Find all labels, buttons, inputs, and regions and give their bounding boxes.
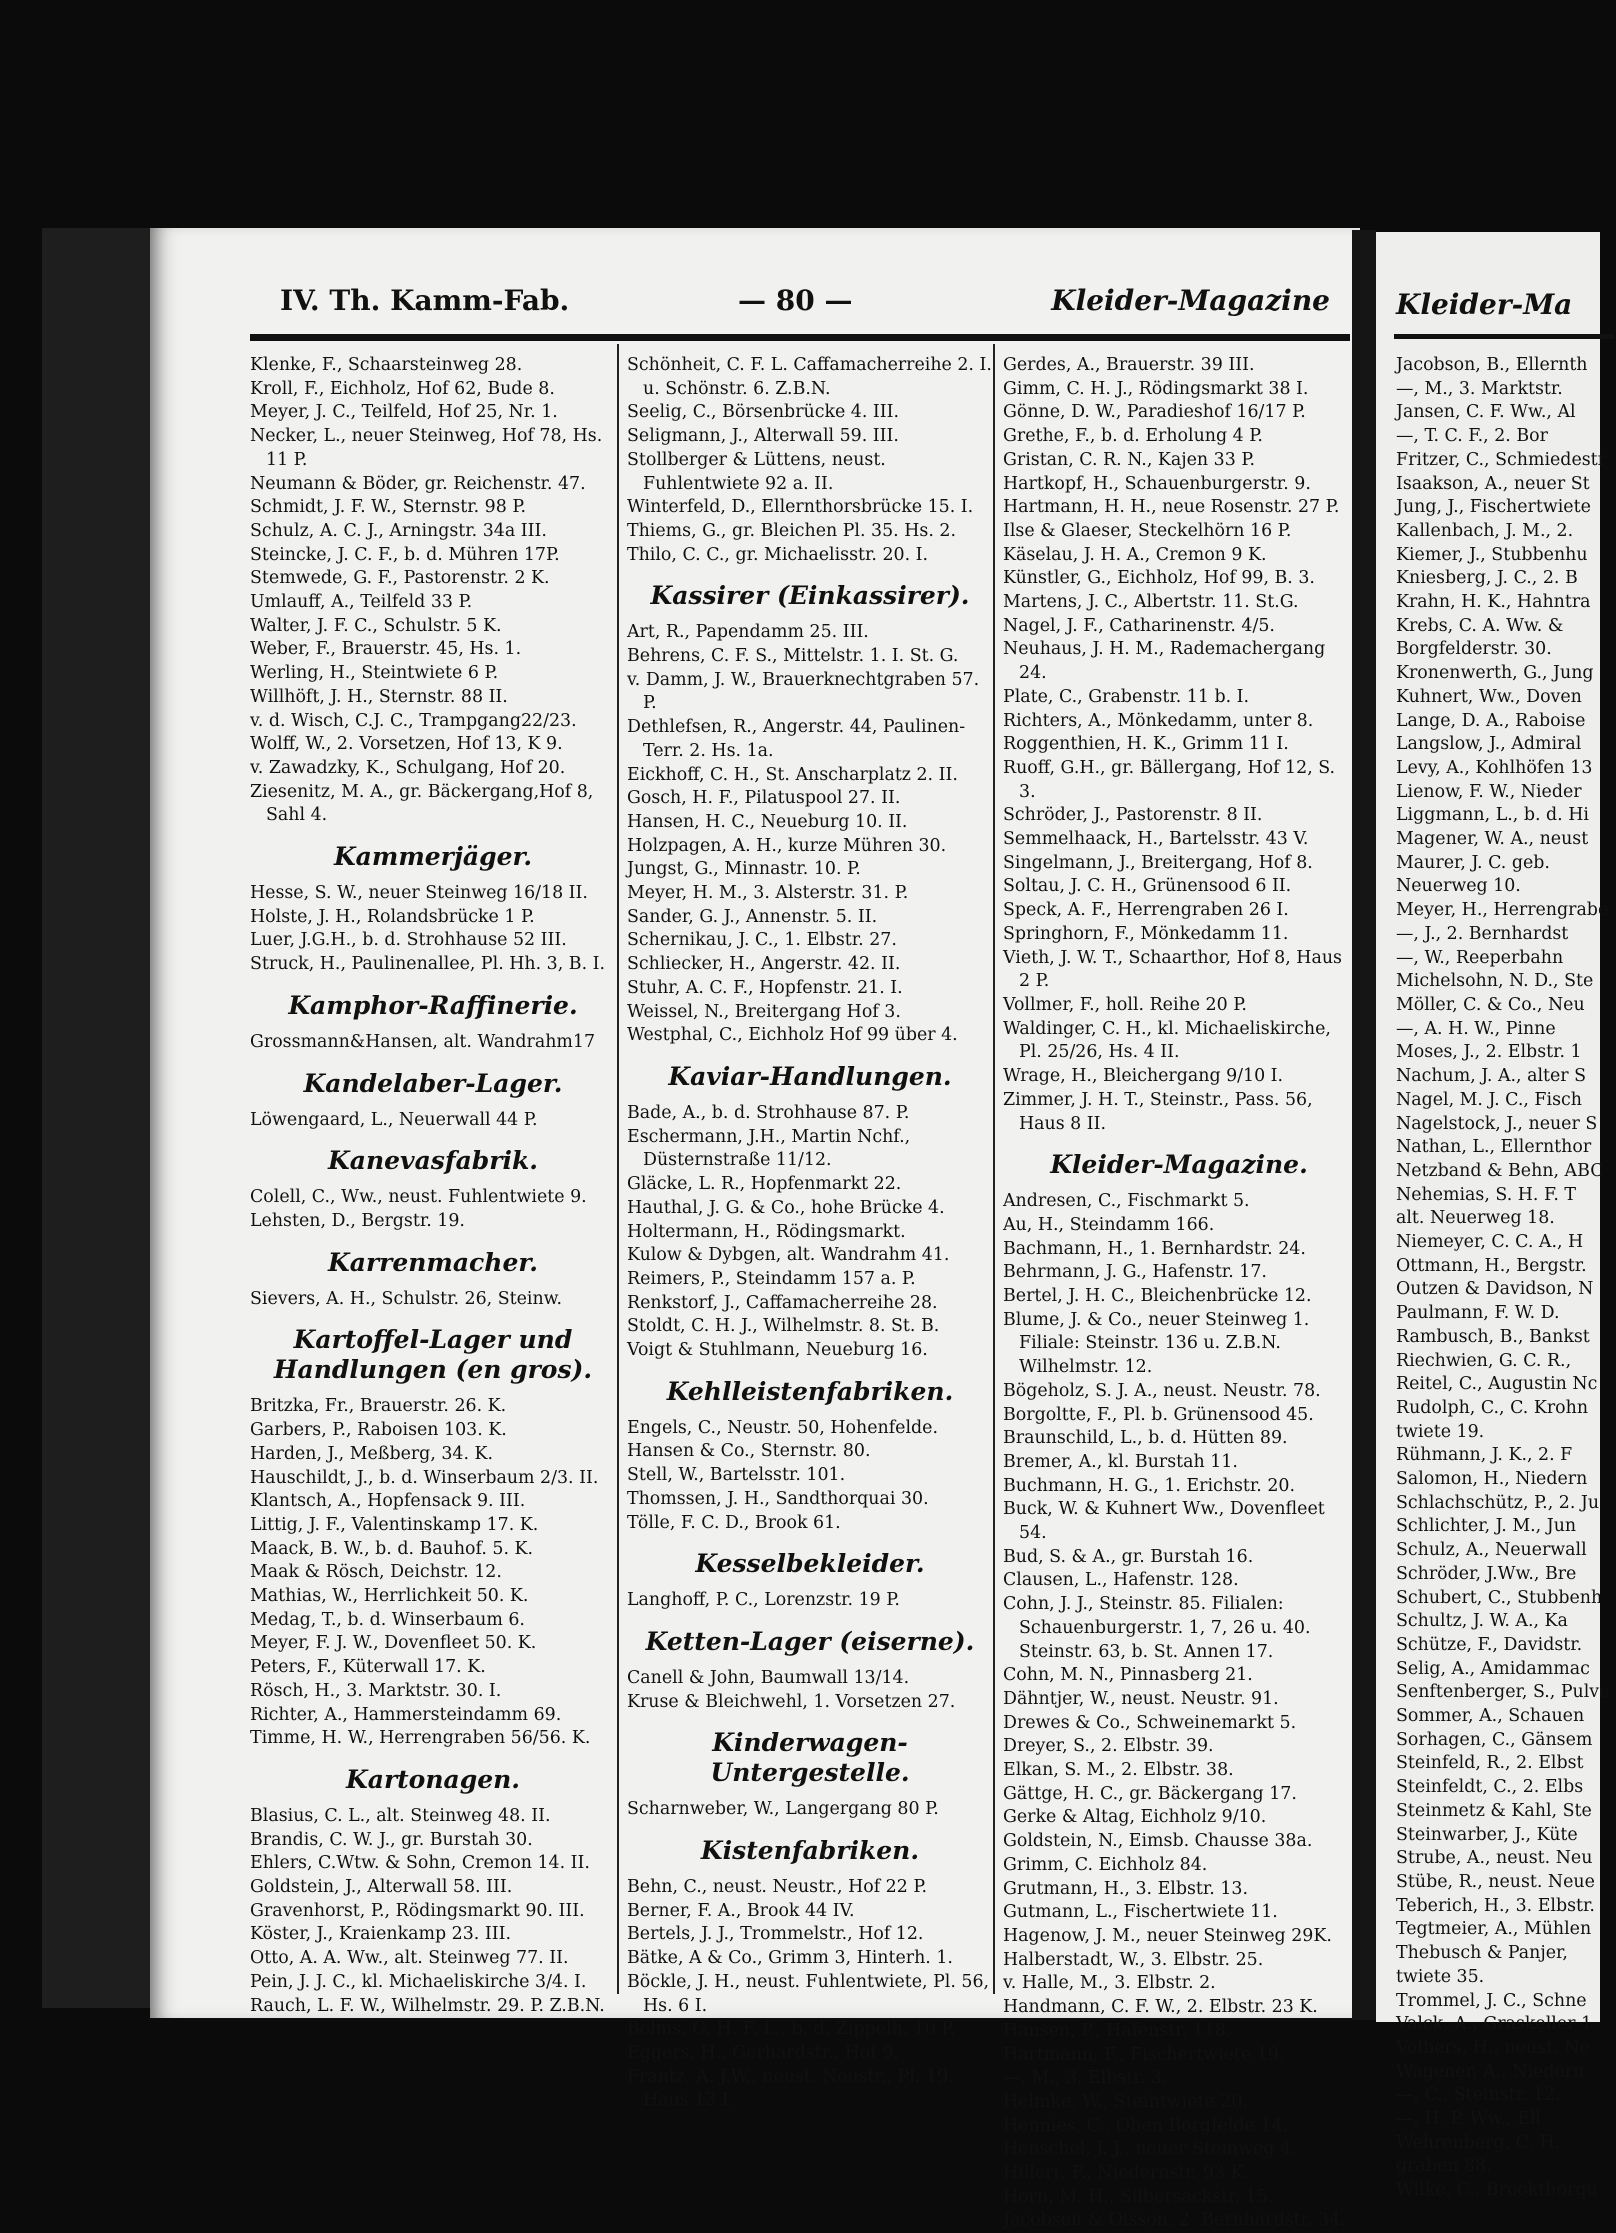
- directory-entry: Gosch, H. F., Pilatuspool 27. II.: [627, 788, 901, 809]
- directory-entry: Selig, A., Amidammac: [1396, 1658, 1590, 1679]
- directory-entry: v. Halle, M., 3. Elbstr. 2.: [1003, 1973, 1216, 1994]
- directory-entry: Sorhagen, C., Gänsem: [1396, 1729, 1593, 1750]
- directory-entry: Gimm, C. H. J., Rödingsmarkt 38 I.: [1003, 378, 1309, 399]
- directory-entry: Wolff, W., 2. Vorsetzen, Hof 13, K 9.: [250, 734, 563, 755]
- directory-entry: Necker, L., neuer Steinweg, Hof 78, Hs. 11 P.: [250, 426, 603, 470]
- directory-entry: Schubert, C., Stubbenh: [1396, 1587, 1603, 1608]
- directory-entry: —, A. H. W., Pinne: [1396, 1018, 1556, 1039]
- directory-entry: Schultz, J. W. A., Ka: [1396, 1611, 1568, 1632]
- directory-entry: Hartmann, H. H., neue Rosenstr. 27 P.: [1003, 497, 1340, 518]
- directory-entry: Jacobsen & Olsson, 2. Bernhardstr. 34.: [1003, 2210, 1346, 2231]
- directory-entry: Drewes & Co., Schweinemarkt 5.: [1003, 1712, 1297, 1733]
- directory-entry: Meyer, J. C., Teilfeld, Hof 25, Nr. 1.: [250, 402, 558, 423]
- header-left: IV. Th. Kamm-Fab.: [280, 284, 570, 317]
- directory-entry: Bade, A., b. d. Strohhause 87. P.: [627, 1102, 910, 1123]
- directory-entry: Ottmann, H., Bergstr.: [1396, 1255, 1587, 1276]
- directory-entry: Gerke & Altag, Eichholz 9/10.: [1003, 1807, 1267, 1828]
- directory-entry: Magener, W. A., neust: [1396, 829, 1589, 850]
- directory-entry: Borgoltte, F., Pl. b. Grünensood 45.: [1003, 1404, 1314, 1425]
- next-page: [1376, 232, 1610, 2201]
- section-heading: Kassirer (Einkassirer).: [650, 581, 970, 611]
- directory-entry: Grutmann, H., 3. Elbstr. 13.: [1003, 1878, 1248, 1899]
- directory-entry: Neuerweg 10.: [1396, 876, 1521, 897]
- page-number: — 80 —: [738, 284, 853, 317]
- directory-entry: twiete 19.: [1396, 1421, 1485, 1442]
- directory-entry: Lienow, F. W., Nieder: [1396, 781, 1582, 802]
- directory-entry: Thebusch & Panjer,: [1396, 1943, 1568, 1964]
- directory-entry: Engels, C., Neustr. 50, Hohenfelde.: [627, 1417, 938, 1438]
- directory-entry: Medag, T., b. d. Winserbaum 6.: [250, 1609, 525, 1630]
- directory-entry: Thomssen, J. H., Sandthorquai 30.: [627, 1488, 929, 1509]
- directory-entry: Kulow & Dybgen, alt. Wandrahm 41.: [627, 1245, 950, 1266]
- directory-entry: Blume, J. & Co., neuer Steinweg 1. Filiale: Steinstr. 136 u. Z.B.N. Wilhelmstr. 12.: [1003, 1309, 1310, 1378]
- directory-entry: Bremer, A., kl. Burstah 11.: [1003, 1451, 1238, 1472]
- directory-entry: Bätke, A & Co., Grimm 3, Hinterh. 1.: [627, 1948, 953, 1969]
- directory-entry: Littig, J. F., Valentinskamp 17. K.: [250, 1514, 539, 1535]
- directory-entry: Dähntjer, W., neust. Neustr. 91.: [1003, 1688, 1279, 1709]
- directory-entry: Netzband & Behn, ABC: [1396, 1160, 1604, 1181]
- directory-entry: Kruse & Bleichwehl, 1. Vorsetzen 27.: [627, 1691, 956, 1712]
- directory-entry: Richter, A., Hammersteindamm 69.: [250, 1704, 562, 1725]
- directory-entry: —, W., Reeperbahn: [1396, 947, 1564, 968]
- directory-entry: Gristan, C. R. N., Kajen 33 P.: [1003, 449, 1256, 470]
- directory-entry: Stollberger & Lüttens, neust. Fuhlentwiete 92 a. II.: [627, 449, 886, 494]
- directory-entry: Ziesenitz, M. A., gr. Bäckergang,Hof 8, Sahl 4.: [250, 781, 594, 826]
- directory-entry: Köster, J., Kraienkamp 23. III.: [250, 1924, 511, 1945]
- directory-entry: Helmke, W., Steintwiete 20.: [1003, 2091, 1248, 2112]
- directory-entry: Wehrenberg, C. H.: [1396, 2132, 1561, 2153]
- directory-entry: Hartmann, F., Fischertwiete 19.: [1003, 2044, 1285, 2065]
- directory-entry: Ehlers, C.Wtw. & Sohn, Cremon 14. II.: [250, 1853, 590, 1874]
- section-heading: Ketten-Lager (eiserne).: [645, 1626, 975, 1656]
- directory-entry: Hansen, H. C., Neueburg 10. II.: [627, 811, 908, 832]
- directory-entry: Steincke, J. C. F., b. d. Mühren 17P.: [250, 544, 560, 565]
- directory-entry: v. Damm, J. W., Brauerknechtgraben 57. P.: [627, 669, 980, 714]
- directory-entry: Liggmann, L., b. d. Hi: [1396, 805, 1589, 826]
- directory-entry: Michelsohn, N. D., Ste: [1396, 971, 1594, 992]
- directory-entry: Ruoff, G.H., gr. Bällergang, Hof 12, S. 3.: [1003, 757, 1336, 802]
- directory-entry: Volbers, H., neust. Ne: [1396, 2037, 1590, 2058]
- directory-entry: Grimm, C. Eichholz 84.: [1003, 1854, 1208, 1875]
- directory-entry: Bolms, G. H. F. L., b. d. Zippelh. 10 P.: [627, 2019, 956, 2040]
- directory-entry: Elkan, S. M., 2. Elbstr. 38.: [1003, 1760, 1234, 1781]
- directory-entry: Kiemer, J., Stubbenhu: [1396, 544, 1588, 565]
- directory-entry: Paulmann, F. W. D.: [1396, 1303, 1560, 1324]
- directory-entry: Semmelhaack, H., Bartelsstr. 43 V.: [1003, 829, 1309, 850]
- directory-entry: Gerdes, A., Brauerstr. 39 III.: [1003, 355, 1255, 375]
- directory-entry: Salomon, H., Niedern: [1396, 1469, 1588, 1490]
- directory-entry: Kuhnert, Ww., Doven: [1396, 686, 1582, 707]
- directory-entry: Vollmer, F., holl. Reihe 20 P.: [1003, 994, 1247, 1015]
- directory-entry: Waldinger, C. H., kl. Michaeliskirche, Pl. 25/26, Hs. 4 II.: [1003, 1018, 1331, 1063]
- directory-entry: Hagenow, J. M., neuer Steinweg 29K.: [1003, 1926, 1332, 1946]
- directory-entry: Nathan, L., Ellernthor: [1396, 1137, 1592, 1158]
- section-heading: Kaviar-Handlungen.: [668, 1061, 952, 1091]
- directory-entry: Roggenthien, H. K., Grimm 11 I.: [1003, 734, 1289, 755]
- directory-entry: Colell, C., Ww., neust. Fuhlentwiete 9.: [250, 1187, 587, 1208]
- directory-entry: —, T. C. F., 2. Bor: [1396, 426, 1548, 447]
- column-separator: [617, 344, 619, 1994]
- directory-entry: —, H. P. Ww., Ell: [1396, 2109, 1541, 2130]
- directory-entry: Holtermann, H., Rödingsmarkt.: [627, 1221, 906, 1242]
- directory-entry: Struck, H., Paulinenallee, Pl. Hh. 3, B. I.: [250, 954, 606, 975]
- directory-entry: Werling, H., Steintwiete 6 P.: [250, 663, 499, 684]
- directory-entry: Thilo, C. C., gr. Michaelisstr. 20. I.: [627, 544, 929, 565]
- section-heading: Kehlleistenfabriken.: [666, 1376, 954, 1406]
- directory-entry: Cohn, M. N., Pinnasberg 21.: [1003, 1665, 1253, 1686]
- section-heading: Kartonagen.: [346, 1764, 520, 1794]
- directory-entry: Nagelstock, J., neuer S: [1396, 1113, 1598, 1134]
- directory-entry: Schernikau, J. C., 1. Elbstr. 27.: [627, 930, 897, 951]
- directory-entry: Rauch, L. F. W., Wilhelmstr. 29. P. Z.B.N.: [250, 1995, 605, 2016]
- directory-entry: Britzka, Fr., Brauerstr. 26. K.: [250, 1396, 507, 1417]
- directory-entry: Borgfelderstr. 30.: [1396, 639, 1552, 660]
- directory-entry: Schröder, J., Pastorenstr. 8 II.: [1003, 805, 1263, 826]
- directory-entry: Hillert, F., Niedernstr. 93 K.: [1003, 2163, 1249, 2184]
- directory-entry: Springhorn, F., Mönkedamm 11.: [1003, 923, 1289, 944]
- directory-entry: Bud, S. & A., gr. Burstah 16.: [1003, 1546, 1254, 1567]
- directory-entry: Grethe, F., b. d. Erholung 4 P.: [1003, 426, 1263, 447]
- directory-entry: Schmidt, J. F. W., Sternstr. 98 P.: [250, 497, 527, 518]
- directory-entry: Behn, C., neust. Neustr., Hof 22 P.: [627, 1877, 928, 1898]
- directory-entry: v. d. Wisch, C.J. C., Trampgang22/23.: [250, 710, 577, 731]
- directory-entry: Otto, A. A. Ww., alt. Steinweg 77. II.: [250, 1948, 569, 1969]
- section-heading: Kanevasfabrik.: [328, 1146, 538, 1176]
- section-heading: Karrenmacher.: [328, 1247, 538, 1277]
- directory-entry: Henschel, J. J., neuer Steinweg 4.: [1003, 2139, 1297, 2160]
- directory-entry: Maak & Rösch, Deichstr. 12.: [250, 1562, 502, 1583]
- directory-entry: Stemwede, G. F., Pastorenstr. 2 K.: [250, 568, 550, 589]
- directory-entry: Krahn, H. K., Hahntra: [1396, 592, 1591, 613]
- directory-entry: Rühmann, J. K., 2. F: [1396, 1445, 1573, 1466]
- directory-entry: Clausen, L., Hafenstr. 128.: [1003, 1570, 1239, 1591]
- directory-entry: Renkstorf, J., Caffamacherreihe 28.: [627, 1292, 938, 1313]
- next-page-column: [1396, 354, 1616, 2203]
- directory-entry: Käselau, J. H. A., Cremon 9 K.: [1003, 544, 1267, 565]
- directory-entry: Nehemias, S. H. F. T: [1396, 1184, 1576, 1205]
- directory-entry: Richters, A., Mönkedamm, unter 8.: [1003, 710, 1314, 731]
- directory-entry: Hesse, S. W., neuer Steinweg 16/18 II.: [250, 883, 588, 904]
- directory-entry: Stell, W., Bartelsstr. 101.: [627, 1465, 846, 1486]
- directory-entry: Berner, F. A., Brook 44 IV.: [627, 1900, 855, 1921]
- directory-entry: Steinwarber, J., Küte: [1396, 1824, 1578, 1845]
- directory-entry: v. Zawadzky, K., Schulgang, Hof 20.: [250, 757, 566, 778]
- directory-entry: Meyer, F. J. W., Dovenfleet 50. K.: [250, 1633, 537, 1654]
- directory-entry: Bögeholz, S. J. A., neust. Neustr. 78.: [1003, 1380, 1321, 1401]
- directory-entry: Bertels, J. J., Trommelstr., Hof 12.: [627, 1924, 924, 1945]
- directory-entry: —, J., 2. Bernhardst: [1396, 923, 1569, 944]
- directory-entry: Meyer, H., Herrengrabe: [1396, 900, 1609, 921]
- book-edge: [42, 228, 152, 2008]
- directory-entry: Garbers, P., Raboisen 103. K.: [250, 1420, 507, 1441]
- directory-entry: Schliecker, H., Angerstr. 42. II.: [627, 954, 901, 975]
- directory-entry: Maurer, J. C. geb.: [1396, 852, 1550, 873]
- directory-entry: Tölle, F. C. D., Brook 61.: [627, 1512, 841, 1533]
- directory-entry: Jung, J., Fischertwiete: [1396, 497, 1591, 518]
- directory-entry: Outzen & Davidson, N: [1396, 1279, 1594, 1300]
- directory-entry: Riechwien, G. C. R.,: [1396, 1350, 1572, 1371]
- directory-entry: Maack, B. W., b. d. Bauhof. 5. K.: [250, 1538, 534, 1559]
- directory-entry: Tegtmeier, A., Mühlen: [1396, 1919, 1592, 1940]
- column-separator: [993, 344, 995, 1994]
- directory-entry: Gutmann, L., Fischertwiete 11.: [1003, 1902, 1278, 1923]
- directory-entry: Nagel, J. F., Catharinenstr. 4/5.: [1003, 615, 1275, 636]
- directory-entry: Voigt & Stuhlmann, Neueburg 16.: [627, 1340, 928, 1361]
- directory-entry: Meyer, H. M., 3. Alsterstr. 31. P.: [627, 883, 909, 904]
- directory-entry: Buchmann, H. G., 1. Erichstr. 20.: [1003, 1475, 1295, 1496]
- directory-entry: Plate, C., Grabenstr. 11 b. I.: [1003, 686, 1250, 707]
- directory-entry: Goldstein, J., Alterwall 58. III.: [250, 1877, 513, 1898]
- directory-entry: Eggers, H., Gerhardstr., Hof 9.: [627, 2042, 899, 2063]
- directory-entry: Hennies, C., Oben Borgfelde 14.: [1003, 2115, 1288, 2136]
- directory-entry: Reimers, P., Steindamm 157 a. P.: [627, 1268, 916, 1289]
- directory-entry: Westphal, C., Eichholz Hof 99 über 4.: [627, 1025, 958, 1046]
- directory-entry: Neumann & Böder, gr. Reichenstr. 47.: [250, 473, 586, 494]
- directory-entry: Soltau, J. C. H., Grünensood 6 II.: [1003, 876, 1292, 897]
- directory-entry: twiete 35.: [1396, 1966, 1485, 1987]
- directory-entry: Langhoff, P. C., Lorenzstr. 19 P.: [627, 1590, 900, 1611]
- directory-entry: Stübe, R., neust. Neue: [1396, 1872, 1595, 1892]
- directory-entry: Blasius, C. L., alt. Steinweg 48. II.: [250, 1805, 551, 1826]
- directory-entry: Niemeyer, C. C. A., H: [1396, 1232, 1584, 1253]
- directory-entry: Winterfeld, D., Ellernthorsbrücke 15. I.: [627, 497, 974, 518]
- column-3: [1003, 354, 1355, 2233]
- directory-entry: Buck, W. & Kuhnert Ww., Dovenfleet 54.: [1003, 1499, 1325, 1544]
- directory-entry: Steinfeld, R., 2. Elbst: [1396, 1753, 1584, 1774]
- directory-entry: Willhöft, J. H., Sternstr. 88 II.: [250, 686, 508, 707]
- directory-entry: Thiems, G., gr. Bleichen Pl. 35. Hs. 2.: [627, 520, 956, 541]
- directory-entry: Gravenhorst, P., Rödingsmarkt 90. III.: [250, 1900, 585, 1921]
- directory-entry: Valck, A., Graskeller 1: [1396, 2014, 1593, 2035]
- directory-entry: Eschermann, J.H., Martin Nchf., Düsternstraße 11/12.: [627, 1126, 911, 1171]
- directory-entry: Walter, J. F. C., Schulstr. 5 K.: [250, 615, 502, 636]
- directory-entry: Kniesberg, J. C., 2. B: [1396, 568, 1578, 589]
- next-page-header: Kleider-Ma: [1396, 288, 1573, 321]
- directory-entry: Cohn, J. J., Steinstr. 85. Filialen: Schauenburgerstr. 1, 7, 26 u. 40. Steinstr. 63, b. St. Annen 17.: [1003, 1594, 1311, 1662]
- directory-entry: Hauthal, J. G. & Co., hohe Brücke 4.: [627, 1197, 945, 1218]
- directory-entry: Sander, G. J., Annenstr. 5. II.: [627, 906, 878, 927]
- directory-entry: Klantsch, A., Hopfensack 9. III.: [250, 1491, 526, 1512]
- directory-entry: Horn, M. H., Silbersackstr. 15.: [1003, 2186, 1274, 2207]
- directory-entry: Seelig, C., Börsenbrücke 4. III.: [627, 402, 900, 423]
- directory-entry: Peters, F., Küterwall 17. K.: [250, 1657, 486, 1678]
- directory-entry: Strube, A., neust. Neu: [1396, 1848, 1593, 1869]
- directory-entry: Braunschild, L., b. d. Hütten 89.: [1003, 1428, 1288, 1449]
- directory-entry: Wilke, C., Brookthorqu: [1396, 2180, 1598, 2201]
- directory-entry: Jacobson, B., Ellernth: [1396, 355, 1588, 375]
- directory-entry: Nagel, M. J. C., Fisch: [1396, 1089, 1582, 1110]
- directory-entry: Art, R., Papendamm 25. III.: [627, 622, 869, 643]
- directory-entry: Moses, J., 2. Elbstr. 1: [1396, 1042, 1582, 1063]
- directory-entry: Dethlefsen, R., Angerstr. 44, Paulinen-Terr. 2. Hs. 1a.: [627, 717, 966, 761]
- directory-entry: Behrmann, J. G., Hafenstr. 17.: [1003, 1262, 1267, 1283]
- column-2: [627, 354, 993, 2113]
- directory-entry: Handmann, C. F. W., 2. Elbstr. 23 K.: [1003, 1997, 1318, 2018]
- directory-entry: Schröder, J.Ww., Bre: [1396, 1563, 1577, 1584]
- directory-entry: Ilse & Glaeser, Steckelhörn 16 P.: [1003, 520, 1292, 541]
- directory-entry: Au, H., Steindamm 166.: [1003, 1214, 1215, 1235]
- directory-entry: Timme, H. W., Herrengraben 56/56. K.: [250, 1728, 591, 1749]
- directory-entry: Seligmann, J., Alterwall 59. III.: [627, 426, 899, 447]
- directory-entry: Speck, A. F., Herrengraben 26 I.: [1003, 900, 1289, 921]
- directory-entry: Scharnweber, W., Langergang 80 P.: [627, 1799, 939, 1820]
- directory-entry: Nachum, J. A., alter S: [1396, 1066, 1587, 1087]
- column-1: [250, 354, 616, 2018]
- directory-entry: Isaakson, A., neuer St: [1396, 473, 1590, 494]
- directory-entry: Klenke, F., Schaarsteinweg 28.: [250, 355, 523, 375]
- directory-entry: graben 88.: [1396, 2156, 1492, 2177]
- directory-entry: Kroll, F., Eichholz, Hof 62, Bude 8.: [250, 378, 555, 399]
- directory-entry: Sievers, A. H., Schulstr. 26, Steinw.: [250, 1288, 563, 1309]
- directory-entry: Schlichter, J. M., Jun: [1396, 1516, 1577, 1537]
- directory-entry: Trommel, J. C., Schne: [1396, 1990, 1587, 2011]
- section-heading: Kartoffel-Lager und Handlungen (en gros).: [273, 1325, 593, 1385]
- directory-entry: Gönne, D. W., Paradieshof 16/17 P.: [1003, 402, 1306, 423]
- directory-entry: Lange, D. A., Raboise: [1396, 710, 1586, 731]
- directory-entry: Senftenberger, S., Pulve: [1396, 1682, 1610, 1703]
- directory-entry: Jansen, C. F. Ww., Al: [1396, 402, 1576, 423]
- section-heading: Kleider-Magazine.: [1050, 1150, 1308, 1180]
- directory-entry: Steinfeldt, C., 2. Elbs: [1396, 1777, 1584, 1798]
- directory-entry: Bertel, J. H. C., Bleichenbrücke 12.: [1003, 1286, 1312, 1307]
- directory-entry: Wagener, A., Niedern: [1396, 2061, 1585, 2082]
- section-heading: Kammerjäger.: [333, 842, 533, 872]
- directory-entry: Krebs, C. A. Ww. &: [1396, 615, 1564, 636]
- directory-entry: Fritzer, C., Schmiedestr: [1396, 449, 1606, 470]
- book-gutter: [1352, 230, 1376, 2020]
- directory-entry: Hauschildt, J., b. d. Winserbaum 2/3. II.: [250, 1467, 599, 1488]
- directory-entry: Steinmetz & Kahl, Ste: [1396, 1800, 1592, 1821]
- directory-entry: Halberstadt, W., 3. Elbstr. 25.: [1003, 1949, 1264, 1970]
- directory-entry: Vieth, J. W. T., Schaarthor, Hof 8, Haus 2 P.: [1003, 947, 1342, 992]
- directory-entry: Martens, J. C., Albertstr. 11. St.G.: [1003, 592, 1299, 613]
- directory-entry: alt. Neuerweg 18.: [1396, 1208, 1555, 1229]
- section-heading: Kandelaber-Lager.: [303, 1068, 563, 1098]
- directory-entry: Stoldt, C. H. J., Wilhelmstr. 8. St. B.: [627, 1316, 940, 1337]
- directory-entry: Jungst, G., Minnastr. 10. P.: [627, 859, 861, 880]
- directory-entry: Behrens, C. F. S., Mittelstr. 1. I. St. G.: [627, 646, 959, 667]
- directory-entry: Weber, F., Brauerstr. 45, Hs. 1.: [250, 639, 522, 660]
- directory-entry: —, M., 3. Marktstr.: [1396, 378, 1563, 399]
- directory-entry: Mathias, W., Herrlichkeit 50. K.: [250, 1586, 529, 1607]
- section-heading: Kesselbekleider.: [695, 1549, 925, 1579]
- directory-entry: Gättge, H. C., gr. Bäckergang 17.: [1003, 1783, 1297, 1804]
- directory-entry: Kronenwerth, G., Jung: [1396, 663, 1594, 684]
- directory-entry: Lehsten, D., Bergstr. 19.: [250, 1210, 465, 1231]
- directory-entry: Gläcke, L. R., Hopfenmarkt 22.: [627, 1174, 902, 1195]
- directory-entry: Luer, J.G.H., b. d. Strohhause 52 III.: [250, 930, 567, 951]
- directory-entry: Singelmann, J., Breitergang, Hof 8.: [1003, 852, 1313, 873]
- directory-entry: Holste, J. H., Rolandsbrücke 1 P.: [250, 906, 535, 927]
- section-heading: Kinderwagen-Untergestelle.: [710, 1728, 910, 1788]
- directory-entry: Schütze, F., Davidstr.: [1396, 1634, 1583, 1655]
- directory-entry: —, M., 3. Elbstr. 3.: [1003, 2068, 1168, 2089]
- directory-entry: Umlauff, A., Teilfeld 33 P.: [250, 592, 473, 613]
- directory-entry: Wrage, H., Bleichergang 9/10 I.: [1003, 1066, 1284, 1087]
- directory-entry: Künstler, G., Eichholz, Hof 99, B. 3.: [1003, 568, 1315, 589]
- directory-entry: Frantz, A. J.W., neust. Neustr., Pl. 19. Haus 13 I.: [627, 2066, 954, 2111]
- directory-entry: Teberich, H., 3. Elbstr.: [1396, 1895, 1595, 1916]
- directory-entry: Hansen & Co., Sternstr. 80.: [627, 1441, 871, 1462]
- directory-entry: Reitel, C., Augustin Nc: [1396, 1374, 1598, 1395]
- directory-entry: Bachmann, H., 1. Bernhardstr. 24.: [1003, 1238, 1306, 1259]
- directory-entry: Kallenbach, J. M., 2.: [1396, 520, 1574, 541]
- section-heading: Kistenfabriken.: [700, 1836, 920, 1866]
- directory-entry: Schönheit, C. F. L. Caffamacherreihe 2. I. u. Schönstr. 6. Z.B.N.: [627, 355, 992, 399]
- directory-entry: Schulz, A. C. J., Arningstr. 34a III.: [250, 520, 547, 541]
- directory-entry: Holzpagen, A. H., kurze Mühren 30.: [627, 835, 947, 856]
- directory-entry: Weissel, N., Breitergang Hof 3.: [627, 1001, 901, 1022]
- directory-entry: —, C., Steinstr. 12.: [1396, 2085, 1561, 2106]
- directory-entry: Canell & John, Baumwall 13/14.: [627, 1667, 910, 1688]
- section-heading: Kamphor-Raffinerie.: [288, 990, 578, 1020]
- directory-entry: Neuhaus, J. H. M., Rademachergang 24.: [1003, 639, 1326, 684]
- directory-entry: Eickhoff, C. H., St. Anscharplatz 2. II.: [627, 764, 958, 785]
- directory-entry: Rudolph, C., C. Krohn: [1396, 1397, 1589, 1418]
- directory-entry: Brandis, C. W. J., gr. Burstah 30.: [250, 1829, 533, 1850]
- next-page-rule: [1394, 334, 1614, 339]
- directory-entry: Schulz, A., Neuerwall: [1396, 1540, 1587, 1561]
- directory-entry: Levy, A., Kohlhöfen 13: [1396, 757, 1593, 778]
- directory-entry: Stuhr, A. C. F., Hopfenstr. 21. I.: [627, 977, 903, 998]
- directory-entry: Sommer, A., Schauen: [1396, 1706, 1585, 1727]
- header-rule: [250, 334, 1350, 341]
- directory-entry: Harden, J., Meßberg, 34. K.: [250, 1443, 494, 1464]
- directory-entry: Rambusch, B., Bankst: [1396, 1326, 1590, 1347]
- directory-entry: Goldstein, N., Eimsb. Chausse 38a.: [1003, 1831, 1313, 1852]
- directory-entry: Andresen, C., Fischmarkt 5.: [1003, 1191, 1250, 1212]
- directory-entry: Grossmann&Hansen, alt. Wandrahm17: [250, 1031, 596, 1052]
- directory-entry: Schlachschütz, P., 2. Ju: [1396, 1492, 1600, 1513]
- directory-entry: Langslow, J., Admiral: [1396, 734, 1582, 755]
- directory-entry: Hansen, P., Hafenstr. 118.: [1003, 2020, 1232, 2041]
- directory-entry: Möller, C. & Co., Neu: [1396, 994, 1585, 1015]
- directory-entry: Zimmer, J. H. T., Steinstr., Pass. 56, Haus 8 II.: [1003, 1089, 1313, 1134]
- directory-entry: Hartkopf, H., Schauenburgerstr. 9.: [1003, 473, 1311, 494]
- directory-entry: Dreyer, S., 2. Elbstr. 39.: [1003, 1736, 1214, 1757]
- directory-entry: Rösch, H., 3. Marktstr. 30. I.: [250, 1680, 502, 1701]
- header-right: Kleider-Magazine: [1051, 284, 1330, 317]
- directory-entry: Löwengaard, L., Neuerwall 44 P.: [250, 1109, 538, 1130]
- directory-entry: Böckle, J. H., neust. Fuhlentwiete, Pl. 56, Hs. 6 I.: [627, 1971, 990, 2016]
- page-header: [280, 284, 1330, 324]
- directory-entry: Pein, J. J. C., kl. Michaeliskirche 3/4. I.: [250, 1971, 587, 1992]
